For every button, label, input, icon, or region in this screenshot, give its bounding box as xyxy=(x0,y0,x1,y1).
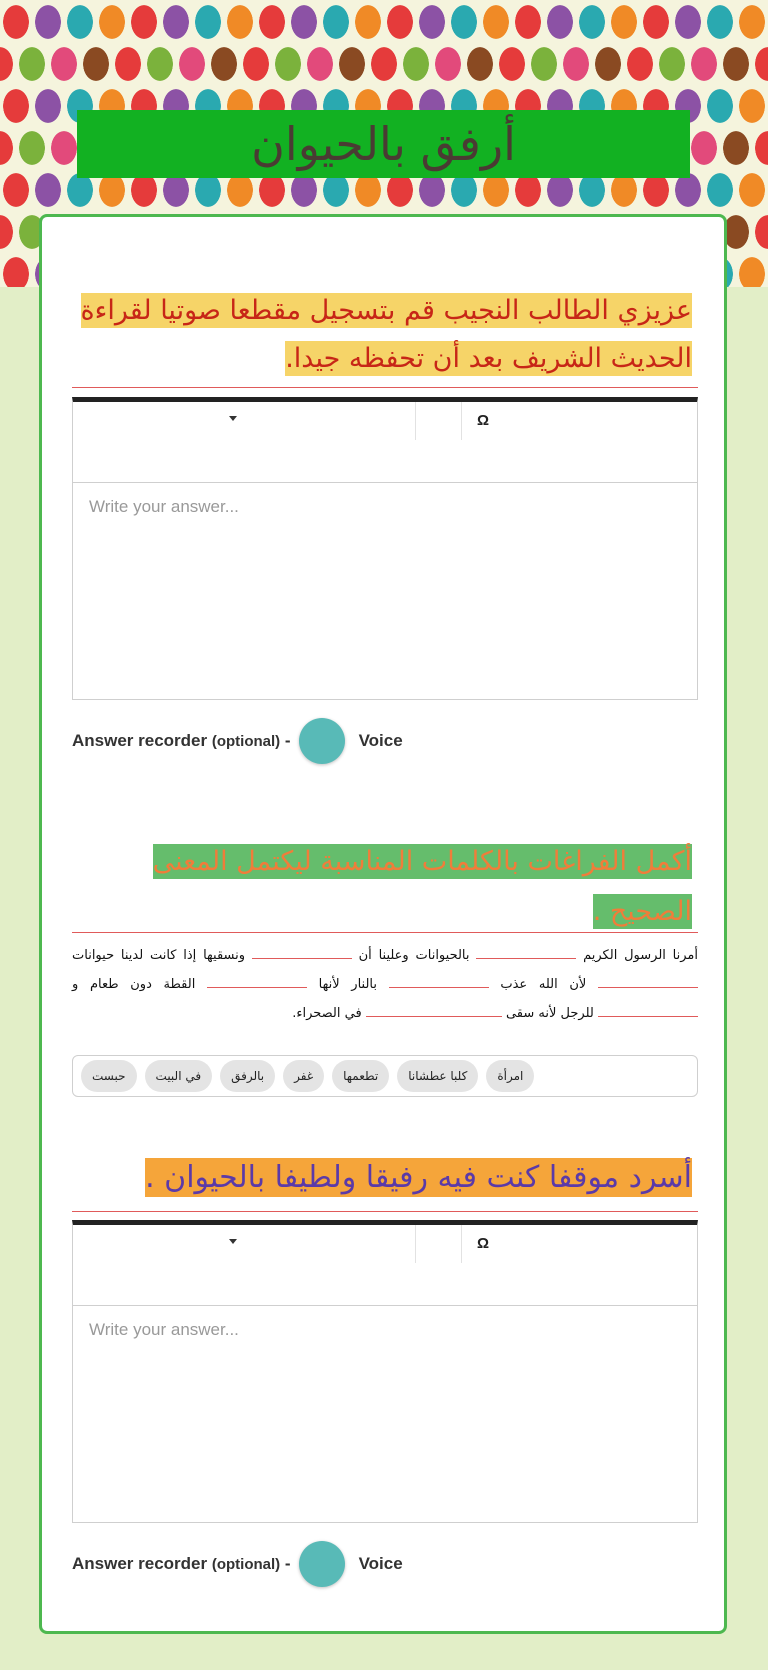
recorder-label: Answer recorder (optional) - xyxy=(72,731,291,750)
blank-input[interactable] xyxy=(252,944,352,959)
toolbar-button-2[interactable] xyxy=(415,1225,462,1263)
blank-input[interactable] xyxy=(366,1002,502,1017)
answer-recorder-1 xyxy=(72,718,403,764)
question-3-text: أسرد موقفا كنت فيه رفيقا ولطيفا بالحيوان . xyxy=(145,1160,692,1195)
word-chip[interactable]: غفر xyxy=(283,1060,324,1092)
font-dropdown-1[interactable] xyxy=(73,402,416,440)
blank-input[interactable] xyxy=(207,973,307,988)
blank-input[interactable] xyxy=(598,973,698,988)
answer-editor-1 xyxy=(72,397,698,700)
word-chip[interactable]: بالرفق xyxy=(220,1060,275,1092)
blank-input[interactable] xyxy=(598,1002,698,1017)
editor-toolbar-2 xyxy=(73,1225,697,1306)
worksheet-title: أرفق بالحيوان xyxy=(251,117,516,171)
voice-label: Voice xyxy=(358,1554,403,1573)
answer-recorder-2 xyxy=(72,1541,403,1587)
chevron-down-icon xyxy=(229,1239,237,1244)
editor-toolbar-1 xyxy=(73,402,697,483)
answer-input-1[interactable] xyxy=(73,483,697,699)
question-3-prompt xyxy=(112,1152,692,1204)
font-dropdown-2[interactable] xyxy=(73,1225,416,1263)
question-1-text: عزيزي الطالب النجيب قم بتسجيل مقطعا صوتيا لقراءة الحديث الشريف بعد أن تحفظه جيدا. xyxy=(80,295,692,374)
question-1-divider xyxy=(72,387,698,388)
blank-input[interactable] xyxy=(389,973,489,988)
word-chip[interactable]: تطعمها xyxy=(332,1060,389,1092)
record-button[interactable] xyxy=(299,718,345,764)
question-2-divider xyxy=(72,932,698,933)
word-chip[interactable]: امرأة xyxy=(486,1060,534,1092)
worksheet-title-bar xyxy=(77,110,690,178)
recorder-label: Answer recorder (optional) - xyxy=(72,1554,291,1573)
word-chip[interactable]: حبست xyxy=(81,1060,137,1092)
record-button[interactable] xyxy=(299,1541,345,1587)
question-1-prompt xyxy=(67,287,692,383)
special-characters-button[interactable]: Ω xyxy=(477,412,490,429)
question-2-text: أكمل الفراغات بالكلمات المناسبة ليكتمل المعنى الصحيح . xyxy=(152,846,692,927)
word-chip[interactable]: كلبا عطشانا xyxy=(397,1060,478,1092)
fill-in-blanks-paragraph: أمرنا الرسول الكريم بالحيوانات وعلينا أن ونسقيها إذا كانت لدينا حيوانات لأن الله عذب بالنار لأنها القطة دون طعام و للرجل لأنه سقى في الصحراء. xyxy=(72,941,698,1028)
chevron-down-icon xyxy=(229,416,237,421)
toolbar-button-1[interactable] xyxy=(415,402,462,440)
word-chip[interactable]: في البيت xyxy=(145,1060,213,1092)
question-2-prompt xyxy=(112,837,692,937)
blank-input[interactable] xyxy=(476,944,576,959)
worksheet-card xyxy=(39,214,727,1634)
answer-editor-2 xyxy=(72,1220,698,1523)
word-bank xyxy=(72,1055,698,1097)
special-characters-button[interactable]: Ω xyxy=(477,1235,490,1252)
voice-label: Voice xyxy=(358,731,403,750)
question-3-divider xyxy=(72,1211,698,1212)
answer-input-2[interactable] xyxy=(73,1306,697,1522)
